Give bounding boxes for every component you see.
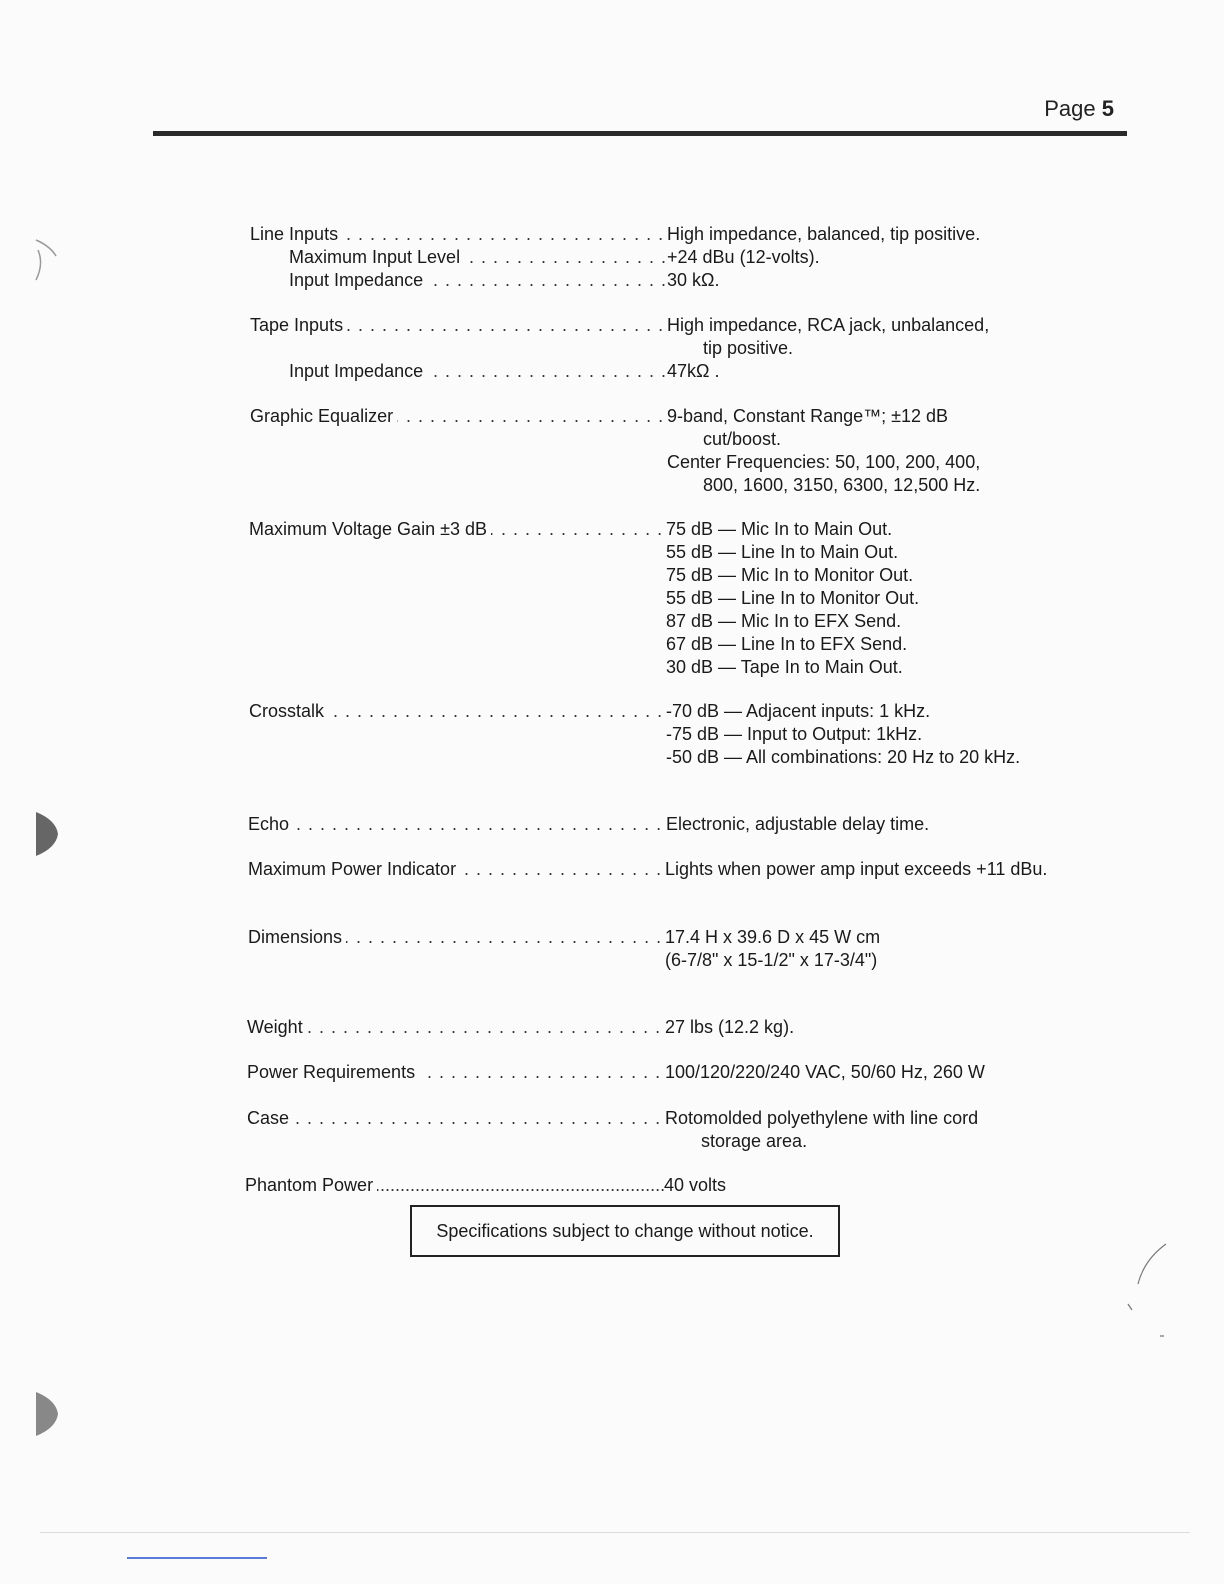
spec-value: +24 dBu (12-volts). [667, 247, 820, 267]
spec-value-continued: 55 dB — Line In to Main Out. [666, 542, 899, 562]
scan-artifact-mark [1120, 1240, 1170, 1340]
spec-label: Line Inputs [250, 224, 342, 244]
spec-value: -70 dB — Adjacent inputs: 1 kHz. [666, 701, 931, 721]
spec-label: Crosstalk [249, 701, 328, 721]
binder-hole-mark [34, 1390, 58, 1438]
header-rule [153, 131, 1127, 136]
spec-row-line-inputs [250, 223, 980, 246]
spec-value-continued: 87 dB — Mic In to EFX Send. [666, 611, 902, 631]
spec-row-max-voltage-gain [249, 518, 892, 541]
spec-value-continued: -50 dB — All combinations: 20 Hz to 20 kHz. [666, 747, 1021, 767]
spec-value: 9-band, Constant Range™; ±12 dB [667, 406, 949, 426]
spec-label: Phantom Power [245, 1175, 377, 1195]
spec-row-tape-inputs [250, 314, 989, 337]
spec-row-power-requirements [247, 1061, 985, 1084]
spec-value-continued: 800, 1600, 3150, 6300, 12,500 Hz. [703, 475, 981, 495]
spec-label: Input Impedance [289, 361, 427, 381]
spec-label: Maximum Voltage Gain ±3 dB [249, 519, 491, 539]
spec-label: Input Impedance [289, 270, 427, 290]
spec-value: 17.4 H x 39.6 D x 45 W cm [665, 927, 881, 947]
spec-value: 27 lbs (12.2 kg). [665, 1017, 795, 1037]
spec-value: 40 volts [664, 1175, 727, 1195]
spec-row-echo [248, 813, 929, 836]
spec-row-phantom-power [245, 1174, 726, 1197]
spec-value-continued: storage area. [701, 1131, 808, 1151]
spec-value: Electronic, adjustable delay time. [666, 814, 930, 834]
spec-value-continued: 30 dB — Tape In to Main Out. [666, 657, 903, 677]
spec-value: 30 kΩ. [667, 270, 720, 290]
spec-row-crosstalk [249, 700, 930, 723]
spec-value-continued: tip positive. [703, 338, 794, 358]
spec-value: Rotomolded polyethylene with line cord [665, 1108, 979, 1128]
spec-label: Graphic Equalizer [250, 406, 397, 426]
spec-label: Maximum Power Indicator [248, 859, 460, 879]
spec-label: Dimensions [248, 927, 346, 947]
spec-value-continued: 55 dB — Line In to Monitor Out. [666, 588, 920, 608]
spec-row-dimensions [248, 926, 880, 949]
spec-value: 100/120/220/240 VAC, 50/60 Hz, 260 W [665, 1062, 985, 1082]
specifications-notice: Specifications subject to change without notice. [410, 1205, 840, 1257]
spec-value: High impedance, RCA jack, unbalanced, [667, 315, 990, 335]
spec-label: Echo [248, 814, 293, 834]
spec-value: High impedance, balanced, tip positive. [667, 224, 981, 244]
spec-row-max-input-level [289, 246, 820, 269]
spec-value: 75 dB — Mic In to Main Out. [666, 519, 893, 539]
spec-row-tape-input-impedance [289, 360, 719, 383]
spec-row-graphic-equalizer [250, 405, 948, 428]
spec-value-continued: 67 dB — Line In to EFX Send. [666, 634, 908, 654]
spec-value-continued: (6-7/8" x 15-1/2" x 17-3/4") [665, 950, 878, 970]
page-number [1044, 96, 1114, 122]
scan-artifact-mark [30, 236, 64, 292]
scan-edge-line [40, 1532, 1190, 1533]
page-number-value: 5 [1101, 96, 1114, 121]
spec-row-weight [247, 1016, 794, 1039]
scan-edge-mark [127, 1557, 267, 1559]
spec-label: Power Requirements [247, 1062, 419, 1082]
spec-value: 47kΩ . [667, 361, 720, 381]
spec-label: Case [247, 1108, 293, 1128]
spec-value-continued: Center Frequencies: 50, 100, 200, 400, [667, 452, 981, 472]
spec-value-continued: cut/boost. [703, 429, 782, 449]
page-label: Page [1044, 96, 1096, 121]
spec-row-case [247, 1107, 978, 1130]
spec-row-max-power-indicator [248, 858, 1047, 881]
spec-row-input-impedance [289, 269, 719, 292]
spec-label: Maximum Input Level [289, 247, 464, 267]
spec-label: Tape Inputs [250, 315, 347, 335]
spec-value: Lights when power amp input exceeds +11 dBu. [665, 859, 1048, 879]
spec-label: Weight [247, 1017, 307, 1037]
binder-hole-mark [34, 810, 58, 858]
spec-value-continued: -75 dB — Input to Output: 1kHz. [666, 724, 923, 744]
spec-value-continued: 75 dB — Mic In to Monitor Out. [666, 565, 914, 585]
